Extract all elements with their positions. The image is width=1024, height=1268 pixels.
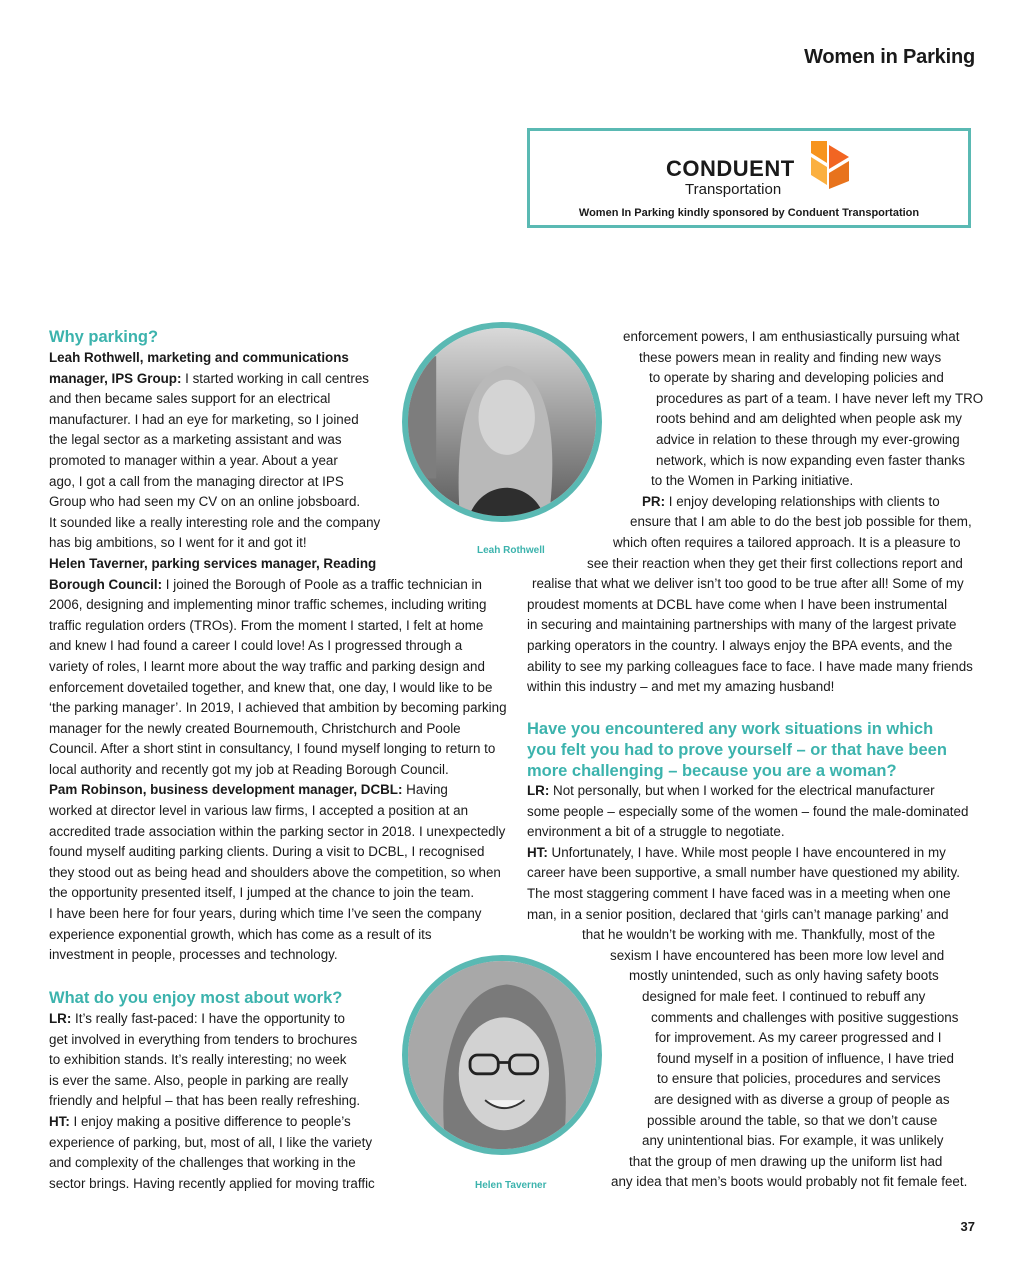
speaker-label: HT: [49, 1113, 70, 1129]
text-line: sector brings. Having recently applied for moving traffic [49, 1175, 375, 1191]
leah-rothwell-photo [402, 322, 602, 522]
speaker-label: manager, IPS Group: [49, 370, 182, 386]
text-line: HT: I enjoy making a positive difference to people’s [49, 1113, 351, 1129]
text-line: sexism I have encountered has been more low level and [610, 947, 945, 963]
text-line: Borough Council: I joined the Borough of Poole as a traffic technician in [49, 576, 482, 592]
text-line: local authority and recently got my job at Reading Borough Council. [49, 761, 449, 777]
text-line: enforcement dovetailed together, and knew that, one day, I would like to be [49, 679, 493, 695]
text-line: in securing and maintaining partnerships with many of the largest private [527, 617, 957, 633]
speaker-label: LR: [527, 783, 550, 798]
text-line: found myself in a position of influence, I have tried [657, 1050, 955, 1066]
text-line: experience of parking, but, most of all, I like the variety [49, 1134, 373, 1150]
text-line: Group who had seen my CV on an online jobsboard. [49, 494, 361, 510]
text-line: network, which is now expanding even faster thanks [656, 452, 965, 468]
text-line: promoted to manager within a year. About a year [49, 452, 338, 468]
text-line: advice in relation to these through my ever-growing [656, 431, 960, 447]
text-line: to ensure that policies, procedures and services [657, 1071, 941, 1087]
sponsor-box [527, 128, 971, 228]
text-line: see their reaction when they get their first collections report and [587, 555, 963, 571]
text-line: accredited trade association within the parking sector in 2018. I unexpectedly [49, 823, 506, 839]
text-line: worked at director level in various law firms, I accepted a position at an [49, 803, 469, 819]
text-line: they stood out as being head and shoulders above the competition, so when [49, 864, 501, 880]
speaker-label: Leah Rothwell, marketing and communications [49, 350, 349, 365]
text-line: get involved in everything from tenders to brochures [49, 1031, 358, 1047]
heading-why-parking: Why parking? [49, 328, 159, 346]
text-line: ensure that I am able to do the best job possible for them, [630, 514, 972, 530]
conduent-logo [666, 139, 866, 201]
text-line: roots behind and am delighted when people ask my [656, 411, 962, 427]
text-line: PR: I enjoy developing relationships with clients to [642, 493, 940, 509]
text-line: are designed with as diverse a group of people as [654, 1091, 950, 1107]
text-line: experience exponential growth, which has come as a result of its [49, 926, 432, 942]
speaker-label: Helen Taverner, parking services manager, Reading [49, 555, 377, 571]
leah-rothwell-caption: Leah Rothwell [477, 545, 545, 556]
text-line: is ever the same. Also, people in parking are really [49, 1072, 349, 1088]
text-line: Council. After a short stint in consultancy, I found myself longing to return to [49, 741, 496, 757]
heading-line: you felt you had to prove yourself – or that have been [527, 741, 947, 759]
text-line: any unintentional bias. For example, it was unlikely [642, 1133, 944, 1149]
text-line: friendly and helpful – that has been really refreshing. [49, 1093, 361, 1109]
text-line: and complexity of the challenges that working in the [49, 1155, 356, 1171]
text-line: which often requires a tailored approach. It is a pleasure to [613, 534, 961, 550]
text-line: mostly unintended, such as only having safety boots [629, 968, 939, 984]
text-line: manufacturer. I had an eye for marketing, so I joined [49, 411, 359, 427]
text-line: designed for male feet. I continued to rebuff any [642, 988, 926, 1004]
text-line: variety of roles, I learnt more about the way traffic and parking design and [49, 658, 485, 674]
text-line: possible around the table, so that we don’t cause [647, 1112, 938, 1128]
text-line: realise that what we deliver isn’t too good to be true after all! Some of my [532, 576, 964, 592]
text-line: has big ambitions, so I went for it and got it! [49, 535, 307, 551]
text-line: ago, I got a call from the managing director at IPS [49, 473, 344, 489]
text-line: Pam Robinson, business development manager, DCBL: Having [49, 782, 448, 798]
heading-enjoy-work: What do you enjoy most about work? [49, 989, 343, 1007]
page-number: 37 [960, 1219, 975, 1234]
heading-line: Have you encountered any work situations in which [527, 720, 934, 738]
text-line: investment in people, processes and technology. [49, 947, 338, 963]
text-line: to exhibition stands. It’s really interesting; no week [49, 1052, 347, 1068]
speaker-label: HT: [527, 844, 548, 860]
speaker-label: Borough Council: [49, 576, 163, 592]
speaker-label: PR: [642, 493, 666, 509]
text-line: LR: Not personally, but when I worked for the electrical manufacturer [527, 783, 935, 798]
text-line: parking operators in the country. I always enjoy the BPA events, and the [527, 637, 953, 653]
text-line: procedures as part of a team. I have never left my TRO [656, 390, 984, 406]
text-line: environment a bit of a struggle to negotiate. [527, 824, 785, 840]
text-line: HT: Unfortunately, I have. While most people I have encountered in my [527, 844, 946, 860]
text-line: to the Women in Parking initiative. [651, 473, 854, 489]
text-line: that the group of men drawing up the uniform list had [629, 1153, 943, 1169]
helen-taverner-photo [402, 955, 602, 1155]
text-line: to operate by sharing and developing policies and [649, 370, 944, 386]
text-line: LR: It’s really fast-paced: I have the opportunity to [49, 1011, 345, 1026]
text-line: proudest moments at DCBL have come when I have been instrumental [527, 596, 948, 612]
text-line: any idea that men’s boots would probably not fit female feet. [611, 1174, 968, 1190]
text-line: man, in a senior position, declared that ‘girls can’t manage parking’ and [527, 906, 949, 922]
text-line [49, 554, 507, 575]
text-line: manager for the newly created Bournemouth, Christchurch and Poole [49, 720, 461, 736]
text-line: I have been here for four years, during which time I’ve seen the company [49, 906, 482, 922]
text-line: It sounded like a really interesting role and the company [49, 514, 381, 530]
logo-subtitle: Transportation [685, 181, 782, 198]
text-line: career have been supportive, a small number have questioned my ability. [527, 865, 960, 881]
right-column-text-1 [527, 327, 983, 698]
page-section-title: Women in Parking [804, 46, 975, 68]
speaker-label: LR: [49, 1011, 72, 1026]
conduent-mark-icon [805, 139, 855, 191]
text-line: some people – especially some of the women – found the male-dominated [527, 803, 969, 819]
heading-line: more challenging – because you are a woman? [527, 762, 897, 780]
left-column-text-2 [49, 1009, 375, 1194]
text-line: and knew I had found a career I could love! As I progressed through a [49, 638, 463, 654]
text-line: for improvement. As my career progressed and I [655, 1030, 942, 1046]
helen-taverner-caption: Helen Taverner [475, 1180, 547, 1191]
text-line: manager, IPS Group: I started working in call centres [49, 370, 370, 386]
text-line: and then became sales support for an electrical [49, 391, 331, 407]
sponsor-caption: Women In Parking kindly sponsored by Conduent Transportation [578, 207, 920, 219]
text-line: The most staggering comment I have faced was in a meeting when one [527, 885, 951, 901]
text-line: ‘the parking manager’. In 2019, I achieved that ambition by becoming parking [49, 700, 507, 716]
speaker-label: Pam Robinson, business development manager, DCBL: [49, 782, 403, 798]
text-line: ability to see my parking colleagues face to face. I have made many friends [527, 658, 973, 674]
text-line: comments and challenges with positive suggestions [651, 1009, 959, 1025]
text-line: within this industry – and met my amazing husband! [527, 679, 835, 695]
text-line: these powers mean in reality and finding new ways [639, 349, 942, 365]
logo-wordmark: CONDUENT [666, 156, 795, 181]
text-line: 2006, designing and implementing minor traffic schemes, including writing [49, 597, 487, 613]
text-line: traffic regulation orders (TROs). From the moment I started, I felt at home [49, 617, 484, 633]
text-line: the opportunity presented itself, I jumped at the chance to join the team. [49, 885, 475, 901]
text-line: found myself auditing parking clients. During a visit to DCBL, I recognised [49, 844, 485, 860]
text-line: the legal sector as a marketing assistant and was [49, 432, 342, 448]
text-line: that he wouldn’t be working with me. Thankfully, most of the [582, 927, 936, 943]
text-line: enforcement powers, I am enthusiastically pursuing what [623, 329, 960, 344]
right-column-text-2 [527, 781, 968, 1193]
